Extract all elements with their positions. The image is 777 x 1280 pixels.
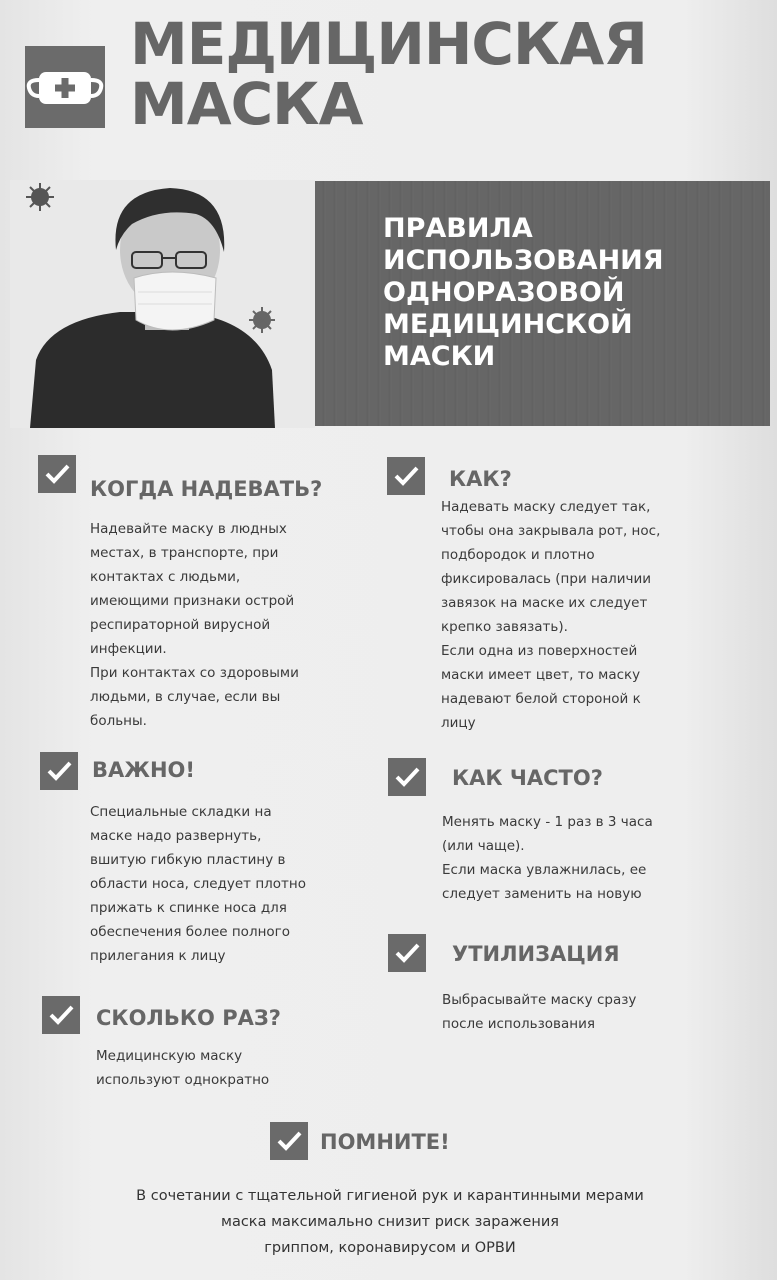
body-line: Если одна из поверхностей <box>441 643 638 659</box>
body-line: фиксировалась (при наличии <box>441 571 652 587</box>
body-line: респираторной вирусной <box>90 617 271 633</box>
body-line: вшитую гибкую пластину в <box>90 852 286 868</box>
body-line: Надевайте маску в людных <box>90 521 287 537</box>
section-body <box>90 800 306 968</box>
banner-line: ОДНОРАЗОВОЙ <box>383 277 625 308</box>
checkmark-icon <box>270 1122 308 1160</box>
body-line: (или чаще). <box>442 838 525 854</box>
body-line: после использования <box>442 1016 595 1032</box>
checkmark-icon <box>42 996 80 1034</box>
body-line: маска максимально снизит риск заражения <box>221 1214 559 1230</box>
body-line: используют однократно <box>96 1072 270 1088</box>
medical-mask-icon <box>25 46 105 128</box>
body-line: Медицинскую маску <box>96 1048 243 1064</box>
title-line-1: МЕДИЦИНСКАЯ <box>130 10 647 78</box>
checkmark-icon <box>387 457 425 495</box>
body-line: контактах с людьми, <box>90 569 241 585</box>
remember-body <box>50 1183 730 1261</box>
body-line: маске надо развернуть, <box>90 828 262 844</box>
body-line: В сочетании с тщательной гигиеной рук и карантинными мерами <box>136 1188 644 1204</box>
body-line: прижать к спинке носа для <box>90 900 287 916</box>
section-body <box>441 495 660 735</box>
body-line: крепко завязать). <box>441 619 568 635</box>
section-title: КАК? <box>449 467 512 491</box>
body-line: Если маска увлажнилась, ее <box>442 862 647 878</box>
body-line: надевают белой стороной к <box>441 691 641 707</box>
body-line: Менять маску - 1 раз в 3 часа <box>442 814 653 830</box>
banner-line: МАСКИ <box>383 341 496 372</box>
body-line: больны. <box>90 713 147 729</box>
section-title: КОГДА НАДЕВАТЬ? <box>90 477 323 501</box>
body-line: маски имеет цвет, то маску <box>441 667 641 683</box>
body-line: прилегания к лицу <box>90 948 226 964</box>
virus-icon <box>26 183 54 211</box>
section-body <box>90 517 299 733</box>
masked-person-photo <box>10 180 315 428</box>
rules-banner <box>315 181 770 426</box>
body-line: гриппом, коронавирусом и ОРВИ <box>264 1240 516 1256</box>
section-title: ВАЖНО! <box>92 758 195 782</box>
body-line: При контактах со здоровыми <box>90 665 299 681</box>
body-line: обеспечения более полного <box>90 924 291 940</box>
body-line: чтобы она закрывала рот, нос, <box>441 523 661 539</box>
banner-heading <box>383 213 763 373</box>
checkmark-icon <box>40 752 78 790</box>
banner-line: ИСПОЛЬЗОВАНИЯ <box>383 245 664 276</box>
body-line: инфекции. <box>90 641 167 657</box>
section-title: СКОЛЬКО РАЗ? <box>96 1006 281 1030</box>
body-line: Выбрасывайте маску сразу <box>442 992 637 1008</box>
body-line: области носа, следует плотно <box>90 876 307 892</box>
section-body <box>442 810 653 906</box>
section-title: УТИЛИЗАЦИЯ <box>452 942 620 966</box>
body-line: завязок на маске их следует <box>441 595 648 611</box>
section-body <box>442 988 636 1036</box>
section-title: ПОМНИТЕ! <box>320 1130 450 1154</box>
banner-line: ПРАВИЛА <box>383 213 533 244</box>
page-title <box>130 10 770 138</box>
section-body <box>96 1044 269 1092</box>
body-line: Надевать маску следует так, <box>441 499 651 515</box>
banner-line: МЕДИЦИНСКОЙ <box>383 309 633 340</box>
body-line: Специальные складки на <box>90 804 272 820</box>
section-title: КАК ЧАСТО? <box>452 766 603 790</box>
body-line: имеющими признаки острой <box>90 593 295 609</box>
body-line: людьми, в случае, если вы <box>90 689 281 705</box>
body-line: местах, в транспорте, при <box>90 545 279 561</box>
checkmark-icon <box>388 758 426 796</box>
body-line: следует заменить на новую <box>442 886 642 902</box>
body-line: лицу <box>441 715 476 731</box>
title-line-2: МАСКА <box>130 70 363 138</box>
body-line: подбородок и плотно <box>441 547 595 563</box>
checkmark-icon <box>38 455 76 493</box>
checkmark-icon <box>388 934 426 972</box>
